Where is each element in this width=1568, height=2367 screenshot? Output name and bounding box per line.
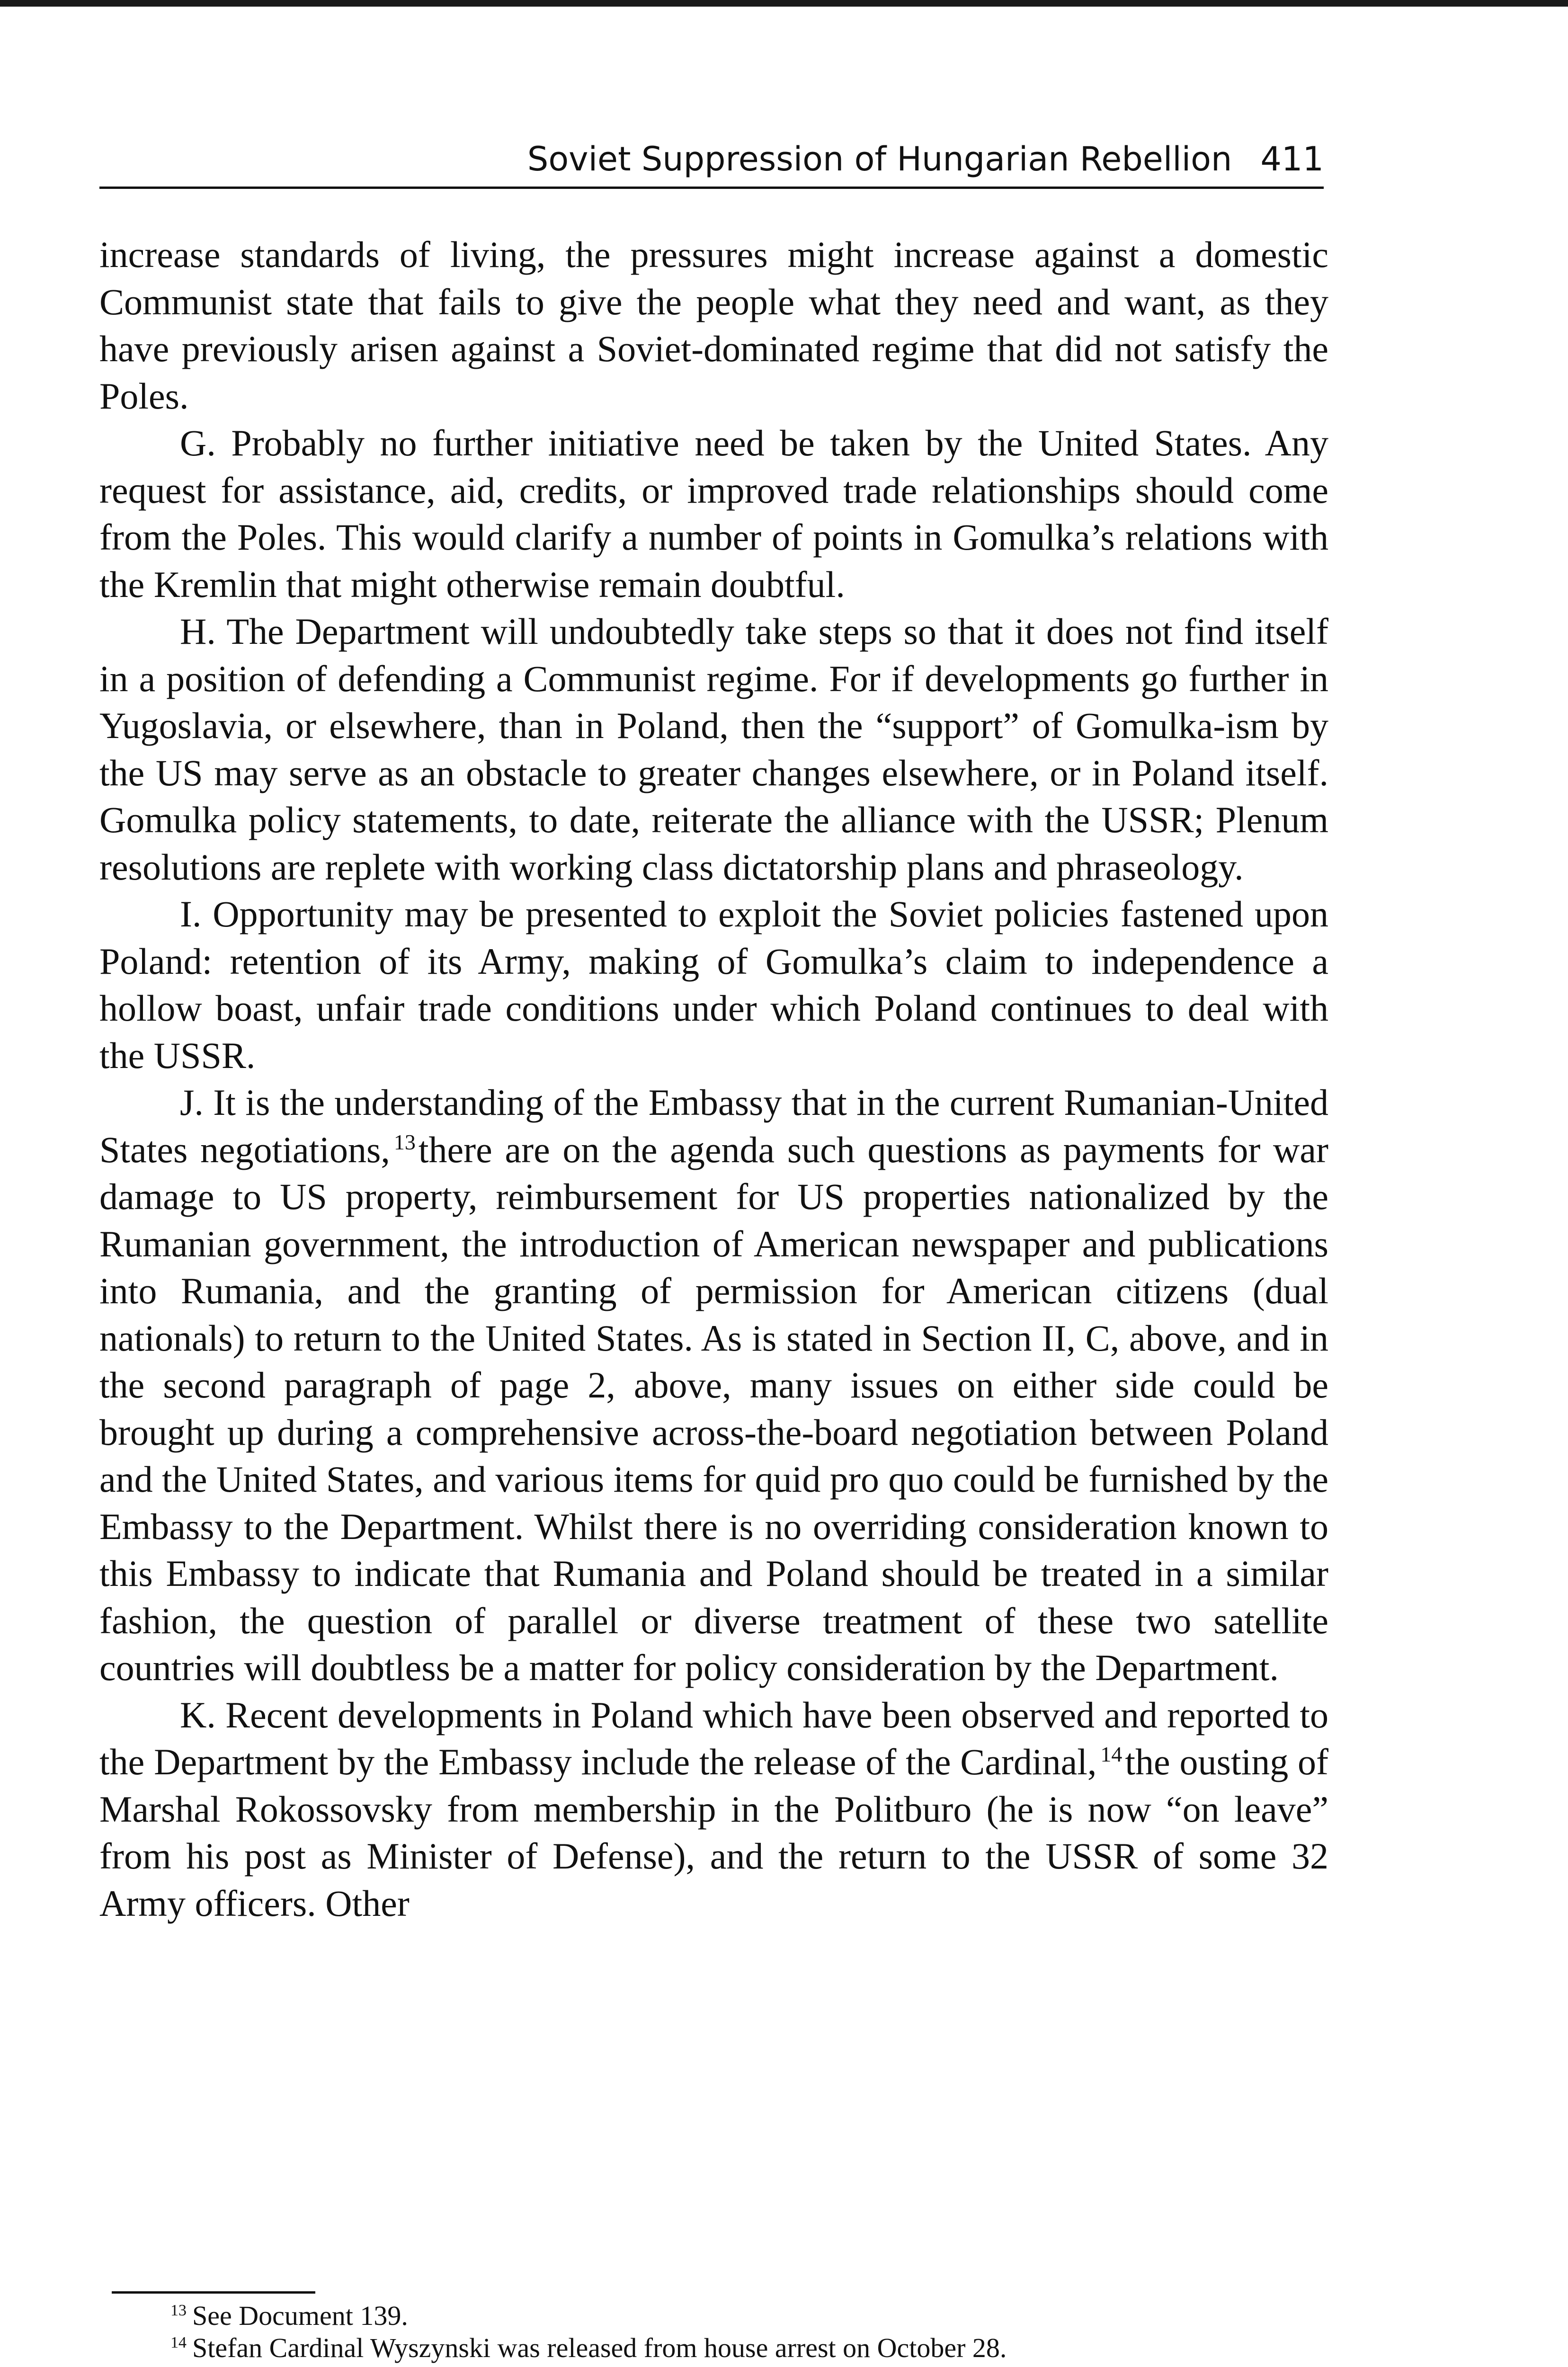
paragraph-j [99,1079,1328,1691]
body-text [99,231,1328,1927]
page-top-edge [0,0,1568,7]
footnote [170,2332,1307,2364]
paragraph-g: G. Probably no further initiative need be taken by the United States. Any request for assistance, aid, credits, or improved trade relationships should come from the Poles. This would clarify a number of points in Gomulka’s relations with the Kremlin that might otherwise remain doubtful. [99,422,1328,605]
paragraph-h: H. The Department will undoubtedly take steps so that it does not find itself in a position of defending a Communist regime. For if developments go further in Yugoslavia, or elsewhere, than in Poland, then the “support” of Gomulka-ism by the US may serve as an obstacle to greater changes elsewhere, or in Poland itself. Gomulka policy statements, to date, reiterate the alliance with the USSR; Plenum resolutions are replete with working class dictatorship plans and phraseology. [99,611,1328,888]
footnote-ref-13: 13 [393,1130,416,1154]
paragraph-j-part-2: there are on the agenda such questions as payments for war damage to US property, reimbursement for US properties nationalized by the Rumanian government, the introduction of American newspaper and publications into Rumania, and the granting of permission for American citizens (dual nationals) to return to the United States. As is stated in Section II, C, above, and in the second paragraph of page 2, above, many issues on either side could be brought up during a comprehensive across-the-board negotiation between Poland and the United States, and various items for quid pro quo could be furnished by the Embassy to the Department. Whilst there is no overriding consideration known to this Embassy to indicate that Rumania and Poland should be treated in a similar fashion, the question of parallel or diverse treatment of these two satellite countries will doubtless be a matter for policy consideration by the Department. [99,1129,1328,1688]
footnote [170,2300,1307,2332]
paragraph-k [99,1691,1328,1927]
footnote-ref-14: 14 [1100,1742,1123,1766]
page-number: 411 [1260,140,1324,178]
footnote-number: 13 [170,2301,187,2319]
footnote-rule [112,2291,315,2294]
running-head [99,132,1324,189]
paragraph-k-part-1: K. Recent developments in Poland which have been observed and reported to the Department by the Embassy include the release of the Cardinal, [99,1694,1328,1782]
paragraph-j-part-1: J. It is the understanding of the Embassy that in the current Rumanian-United States negotiations, [99,1082,1328,1170]
footnote-number: 14 [170,2333,187,2351]
paragraph-continuation: increase standards of living, the pressures might increase against a domestic Communist state that fails to give the people what they need and want, as they have previously arisen against a Soviet-dominated regime that did not satisfy the Poles. [99,234,1328,417]
footnote-text: See Document 139. [192,2300,408,2331]
paragraph-i: I. Opportunity may be presented to exploit the Soviet policies fastened upon Poland: retention of its Army, making of Gomulka’s claim to independence a hollow boast, unfair trade conditions under which Poland continues to deal with the USSR. [99,893,1328,1076]
footnote-text: Stefan Cardinal Wyszynski was released from house arrest on October 28. [192,2332,1007,2363]
running-head-title: Soviet Suppression of Hungarian Rebellion [527,140,1232,178]
paragraph-k-part-2: the ousting of Marshal Rokossovsky from membership in the Politburo (he is now “on leave” from his post as Minister of Defense), and the return to the USSR of some 32 Army officers. Other [99,1741,1328,1924]
footnotes [170,2300,1307,2364]
